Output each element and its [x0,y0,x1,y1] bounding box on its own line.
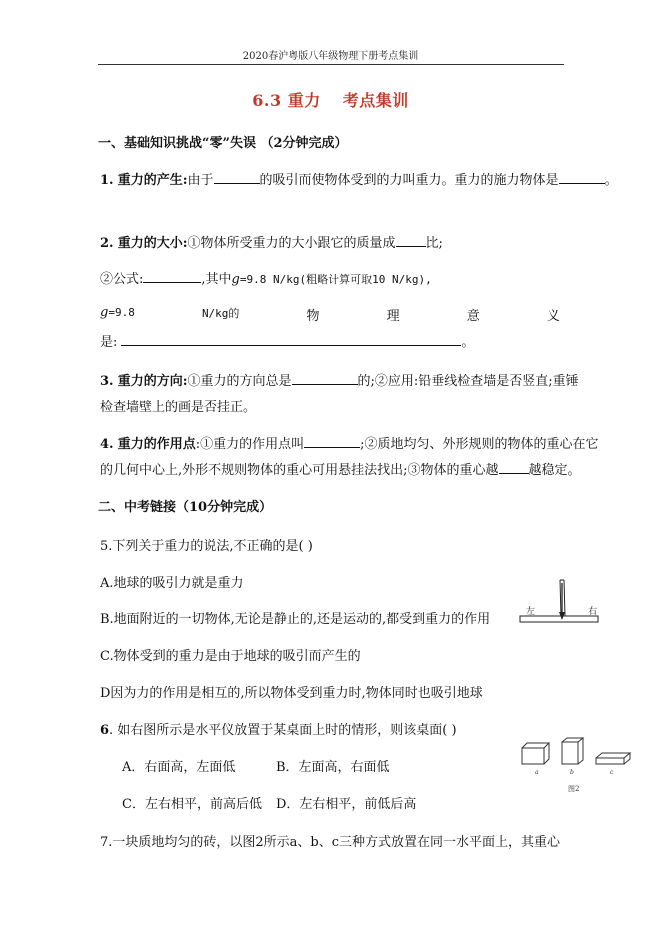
q2-formula-mid: ,其中 [201,272,232,287]
plumb-frame-left [560,580,561,616]
level-label-left: 左 [526,607,536,617]
q2-number: 2. [100,236,114,251]
section2-heading: 二、中考链接（10分钟完成） [98,500,273,515]
plumb-frame-right [564,580,565,616]
q2-meaning-prefix: 是: [100,335,118,350]
q2-formula-prefix: ②公式: [100,272,144,287]
q2-meaning-char-4: 义 [546,309,560,324]
q1-blank-1[interactable] [214,172,260,184]
q1-text-2: 的吸引而使物体受到的力叫重力。重力的施力物体是 [259,173,559,188]
q2-formula-rest: =9.8 N/kg(粗略计算可取10 N/kg), [239,273,432,286]
q1-text-3: 。 [604,173,618,188]
q2-blank-formula[interactable] [143,271,201,283]
q3-term: 重力的方向: [117,374,188,389]
page-header: 2020春沪粤版八年级物理下册考点集训 [242,51,419,62]
section1-heading: 一、基础知识挑战“零”失误 （2分钟完成） [98,136,348,151]
q3-text-1: ①重力的方向总是 [187,374,292,389]
q2-meaning-g: g=9.8 [100,305,135,320]
q6-option-c[interactable]: C．左右相平，前高后低 [122,797,262,812]
q4-text-1: :①重力的作用点叫 [195,437,305,452]
bricks-figure [518,736,638,794]
q4-text-2: ;②质地均匀、外形规则的物体的重心在它 [360,437,599,452]
title-number: 6.3 重力 [252,91,321,110]
q2-meaning-line-1 [100,305,560,324]
q5-option-b[interactable]: B.地面附近的一切物体,无论是静止的,还是运动的,都受到重力的作用 [100,612,491,627]
q6-option-a[interactable]: A．右面高，左面低 [122,760,236,775]
q4-term: 重力的作用点 [117,437,196,452]
brick-c [596,753,630,764]
q2-text-1: ①物体所受重力的大小跟它的质量成 [187,236,396,251]
q7-stem: 7.一块质地均匀的砖，以图2所示a、b、c三种方式放置在同一水平面上，其重心 [100,835,561,850]
q2-meaning-unit: N/kg的 [201,307,240,320]
q6-option-d[interactable]: D．左右相平，前低后高 [276,797,417,812]
q2-g-symbol: g [231,272,240,287]
q2-formula-line [100,268,432,287]
q4-line-2b: 越稳定。 [528,463,581,478]
header-rule [98,64,564,65]
q4-blank-2[interactable] [499,462,529,474]
title-text: 考点集训 [342,91,409,110]
figure-caption: 图2 [568,785,580,793]
q5-option-d[interactable]: D因为力的作用是相互的,所以物体受到重力时,物体同时也吸引地球 [100,686,483,701]
q2-meaning-char-1: 物 [306,309,320,324]
brick-a [522,743,549,764]
brick-label-c: c [610,769,614,776]
q3-number: 3. [100,374,114,389]
q2-meaning-char-3: 意 [466,309,480,324]
brick-label-a: a [535,769,539,776]
q6-number: 6 [100,723,110,738]
q6-stem-line [100,719,457,738]
q1-term: 重力的产生: [117,173,188,188]
question-4 [100,433,599,452]
brick-label-b: b [570,769,574,776]
q1-text-1: 由于 [187,173,214,188]
page-title [0,88,661,111]
q5-option-a[interactable]: A.地球的吸引力就是重力 [100,576,244,591]
q2-meaning-char-2: 理 [386,309,400,324]
q5-option-c[interactable]: C.物体受到的重力是由于地球的吸引而产生的 [100,649,361,664]
q6-option-b[interactable]: B．左面高，右面低 [276,760,390,775]
question-3 [100,370,579,389]
q6-stem: . 如右图所示是水平仪放置于某桌面上时的情形，则该桌面( ) [109,723,457,738]
q2-text-2: 比; [425,236,443,251]
q2-blank-meaning[interactable] [121,334,461,346]
question-1 [100,169,618,188]
q5-stem: 5.下列关于重力的说法,不正确的是( ) [100,539,313,554]
q4-blank-1[interactable] [304,436,360,448]
level-figure [518,578,600,628]
q2-meaning-end: 。 [461,335,475,350]
level-label-right: 右 [588,607,598,617]
q2-meaning-line-2 [100,331,474,350]
brick-b [562,738,583,764]
q4-number: 4. [100,437,114,452]
q3-blank-1[interactable] [292,373,358,385]
q2-term: 重力的大小: [117,236,188,251]
question-2 [100,232,443,251]
q4-line-2 [100,459,581,478]
q3-line-2: 检查墙壁上的画是否挂正。 [100,400,257,415]
q4-line-2a: 的几何中心上,外形不规则物体的重心可用悬挂法找出;③物体的重心越 [100,463,499,478]
q1-blank-2[interactable] [559,172,605,184]
q2-blank-1[interactable] [396,235,426,247]
q3-text-2: 的;②应用:铅垂线检查墙是否竖直;重锤 [357,374,579,389]
q1-number: 1. [100,173,114,188]
